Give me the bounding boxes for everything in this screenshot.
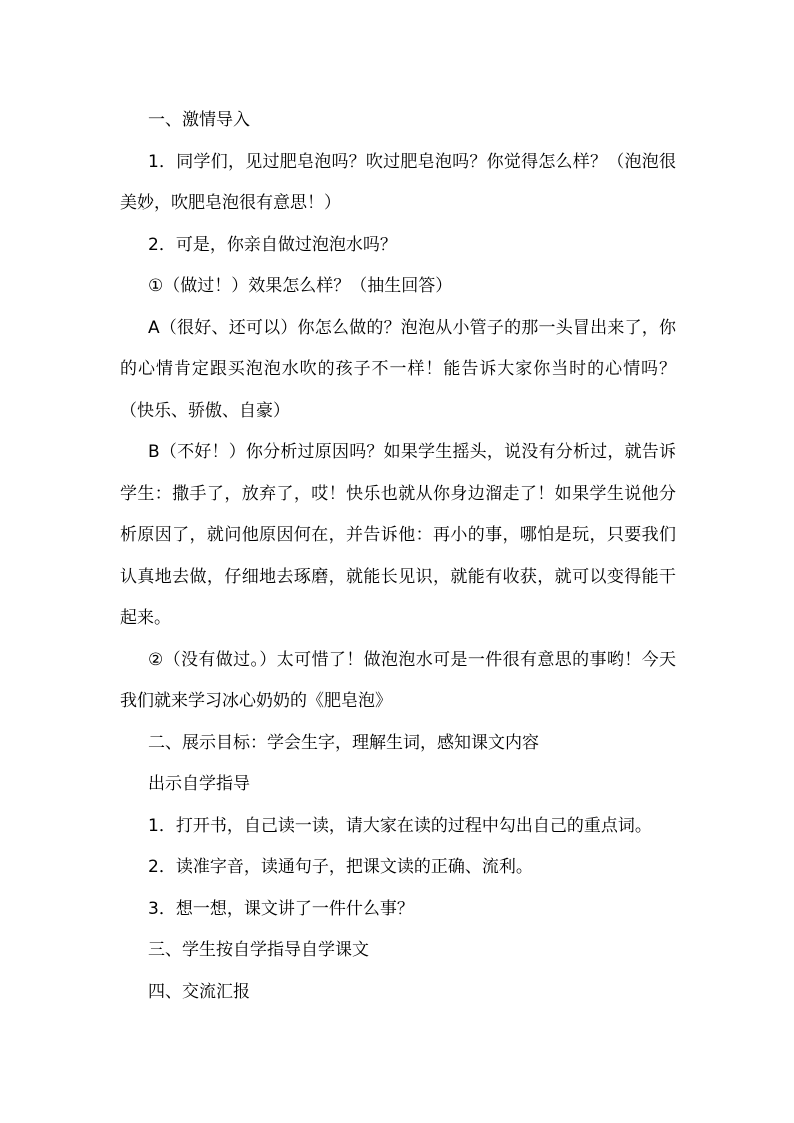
paragraph-option-1: ①（做过！）效果怎么样？（抽生回答） [148,276,453,296]
paragraph-question-1: 1．同学们，见过肥皂泡吗？吹过肥皂泡吗？你觉得怎么样？（泡泡很美妙，吹肥皂泡很有意思！） [120,151,676,213]
section-heading-report: 四、交流汇报 [148,981,250,1002]
paragraph-guide-3: 3．想一想，课文讲了一件什么事？ [148,898,414,919]
paragraph-guide-2: 2．读准字音，读通句子，把课文读的正确、流利。 [148,857,533,877]
paragraph-option-2: ②（没有做过。）太可惜了！做泡泡水可是一件很有意思的事哟！今天我们就来学习冰心奶奶的《肥皂泡》 [120,649,676,711]
section-heading-goals: 二、展示目标：学会生字，理解生词，感知课文内容 [148,732,539,753]
paragraph-question-2: 2．可是，你亲自做过泡泡水吗？ [148,234,397,255]
paragraph-guide-title: 出示自学指导 [148,774,250,794]
section-heading-self-study: 三、学生按自学指导自学课文 [148,940,369,960]
section-heading-intro: 一、激情导入 [148,110,250,130]
document-body [120,100,676,1013]
paragraph-case-b: B（不好！）你分析过原因吗？如果学生摇头，说没有分析过，就告诉学生：撒手了，放弃了，哎！快乐也就从你身边溜走了！如果学生说他分析原因了，就问他原因何在，并告诉他：再小的事，哪怕是玩，只要我们认真地去做，仔细地去琢磨，就能长见识，就能有收获，就可以变得能干起来。 [120,442,676,628]
paragraph-guide-1: 1．打开书，自己读一读，请大家在读的过程中勾出自己的重点词。 [148,815,652,836]
paragraph-case-a: A（很好、还可以）你怎么做的？泡泡从小管子的那一头冒出来了，你的心情肯定跟买泡泡水吹的孩子不一样！能告诉大家你当时的心情吗？（快乐、骄傲、自豪） [120,317,676,421]
